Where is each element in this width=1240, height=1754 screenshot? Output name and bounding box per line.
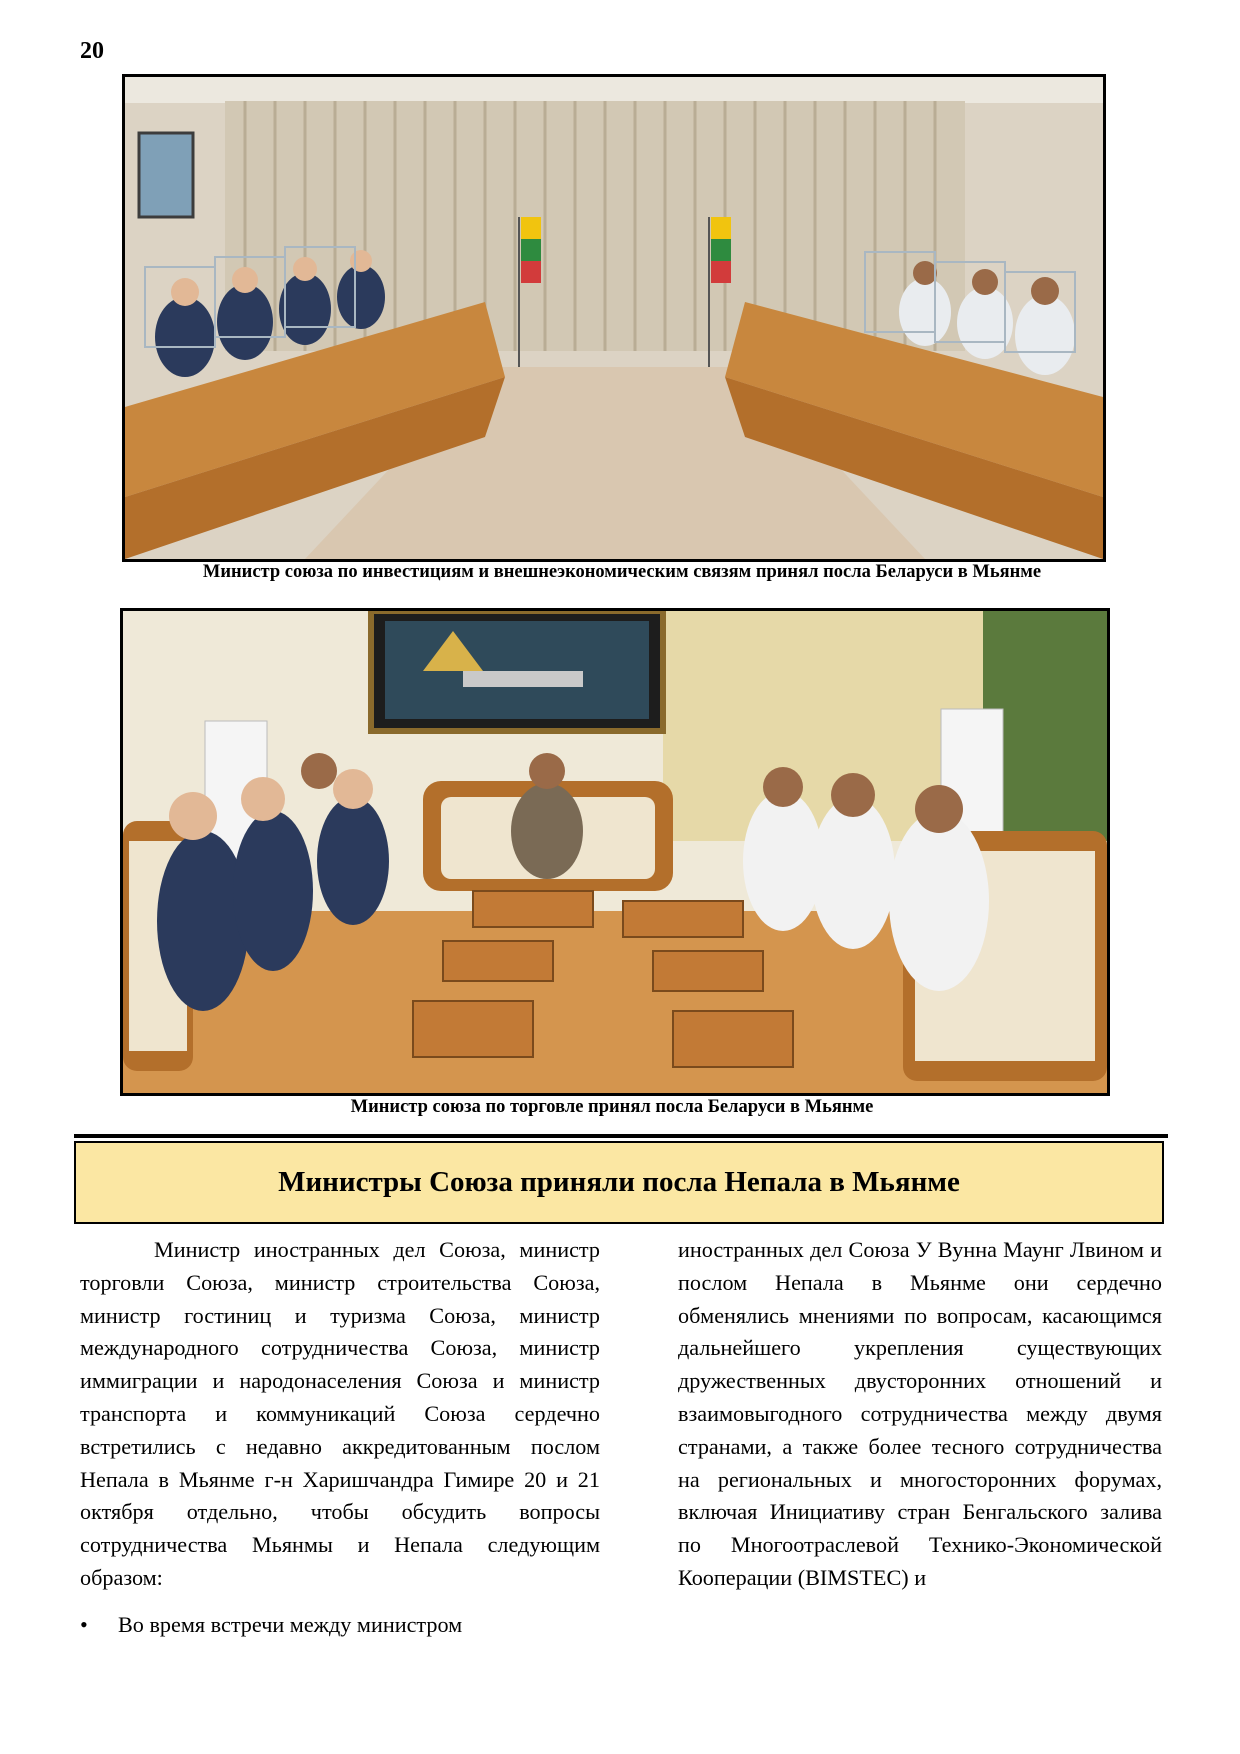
reception-room-illustration [123, 611, 1107, 1093]
meeting-room-illustration [125, 77, 1103, 559]
bullet-icon: • [80, 1611, 88, 1637]
article-column-left [80, 1234, 600, 1642]
bullet-item [80, 1609, 600, 1642]
article-paragraph: иностранных дел Союза У Вунна Маунг Лвином и послом Непала в Мьянме они сердечно обменялись мнениями по вопросам, касающимся дальнейшего укрепления существующих дружественных двусторонних отношений и взаимовыгодного сотрудничества между двумя странами, а также более тесного сотрудничества на региональных и многосторонних форумах, включая Инициативу стран Бенгальского залива по Многоотраслевой Технико-Экономической Кооперации (BIMSTEC) и [678, 1237, 1162, 1590]
photo-caption: Министр союза по инвестициям и внешнеэкономическим связям принял посла Беларуси в Мьянме [202, 562, 1042, 582]
section-divider [74, 1134, 1168, 1138]
page-number: 20 [80, 38, 104, 64]
photo-caption: Министр союза по торговле принял посла Беларуси в Мьянме [350, 1097, 874, 1117]
article-paragraph: Министр иностранных дел Союза, министр торговли Союза, министр строительства Союза, министр гостиниц и туризма Союза, министр международного сотрудничества Союза, министр иммиграции и народонаселения Союза и министр транспорта и коммуникаций Союза сердечно встретились с недавно аккредитованным послом Непала в Мьянме г-н Харишчандра Гимире 20 и 21 октября отдельно, чтобы обсудить вопросы сотрудничества Мьянмы и Непала следующим образом: [80, 1237, 600, 1590]
bullet-text: Во время встречи между министром [118, 1611, 463, 1637]
reception-room-photo [120, 608, 1110, 1096]
article-title: Министры Союза приняли посла Непала в Мьянме [74, 1141, 1164, 1224]
article-column-right [678, 1234, 1162, 1595]
meeting-room-photo [122, 74, 1106, 562]
